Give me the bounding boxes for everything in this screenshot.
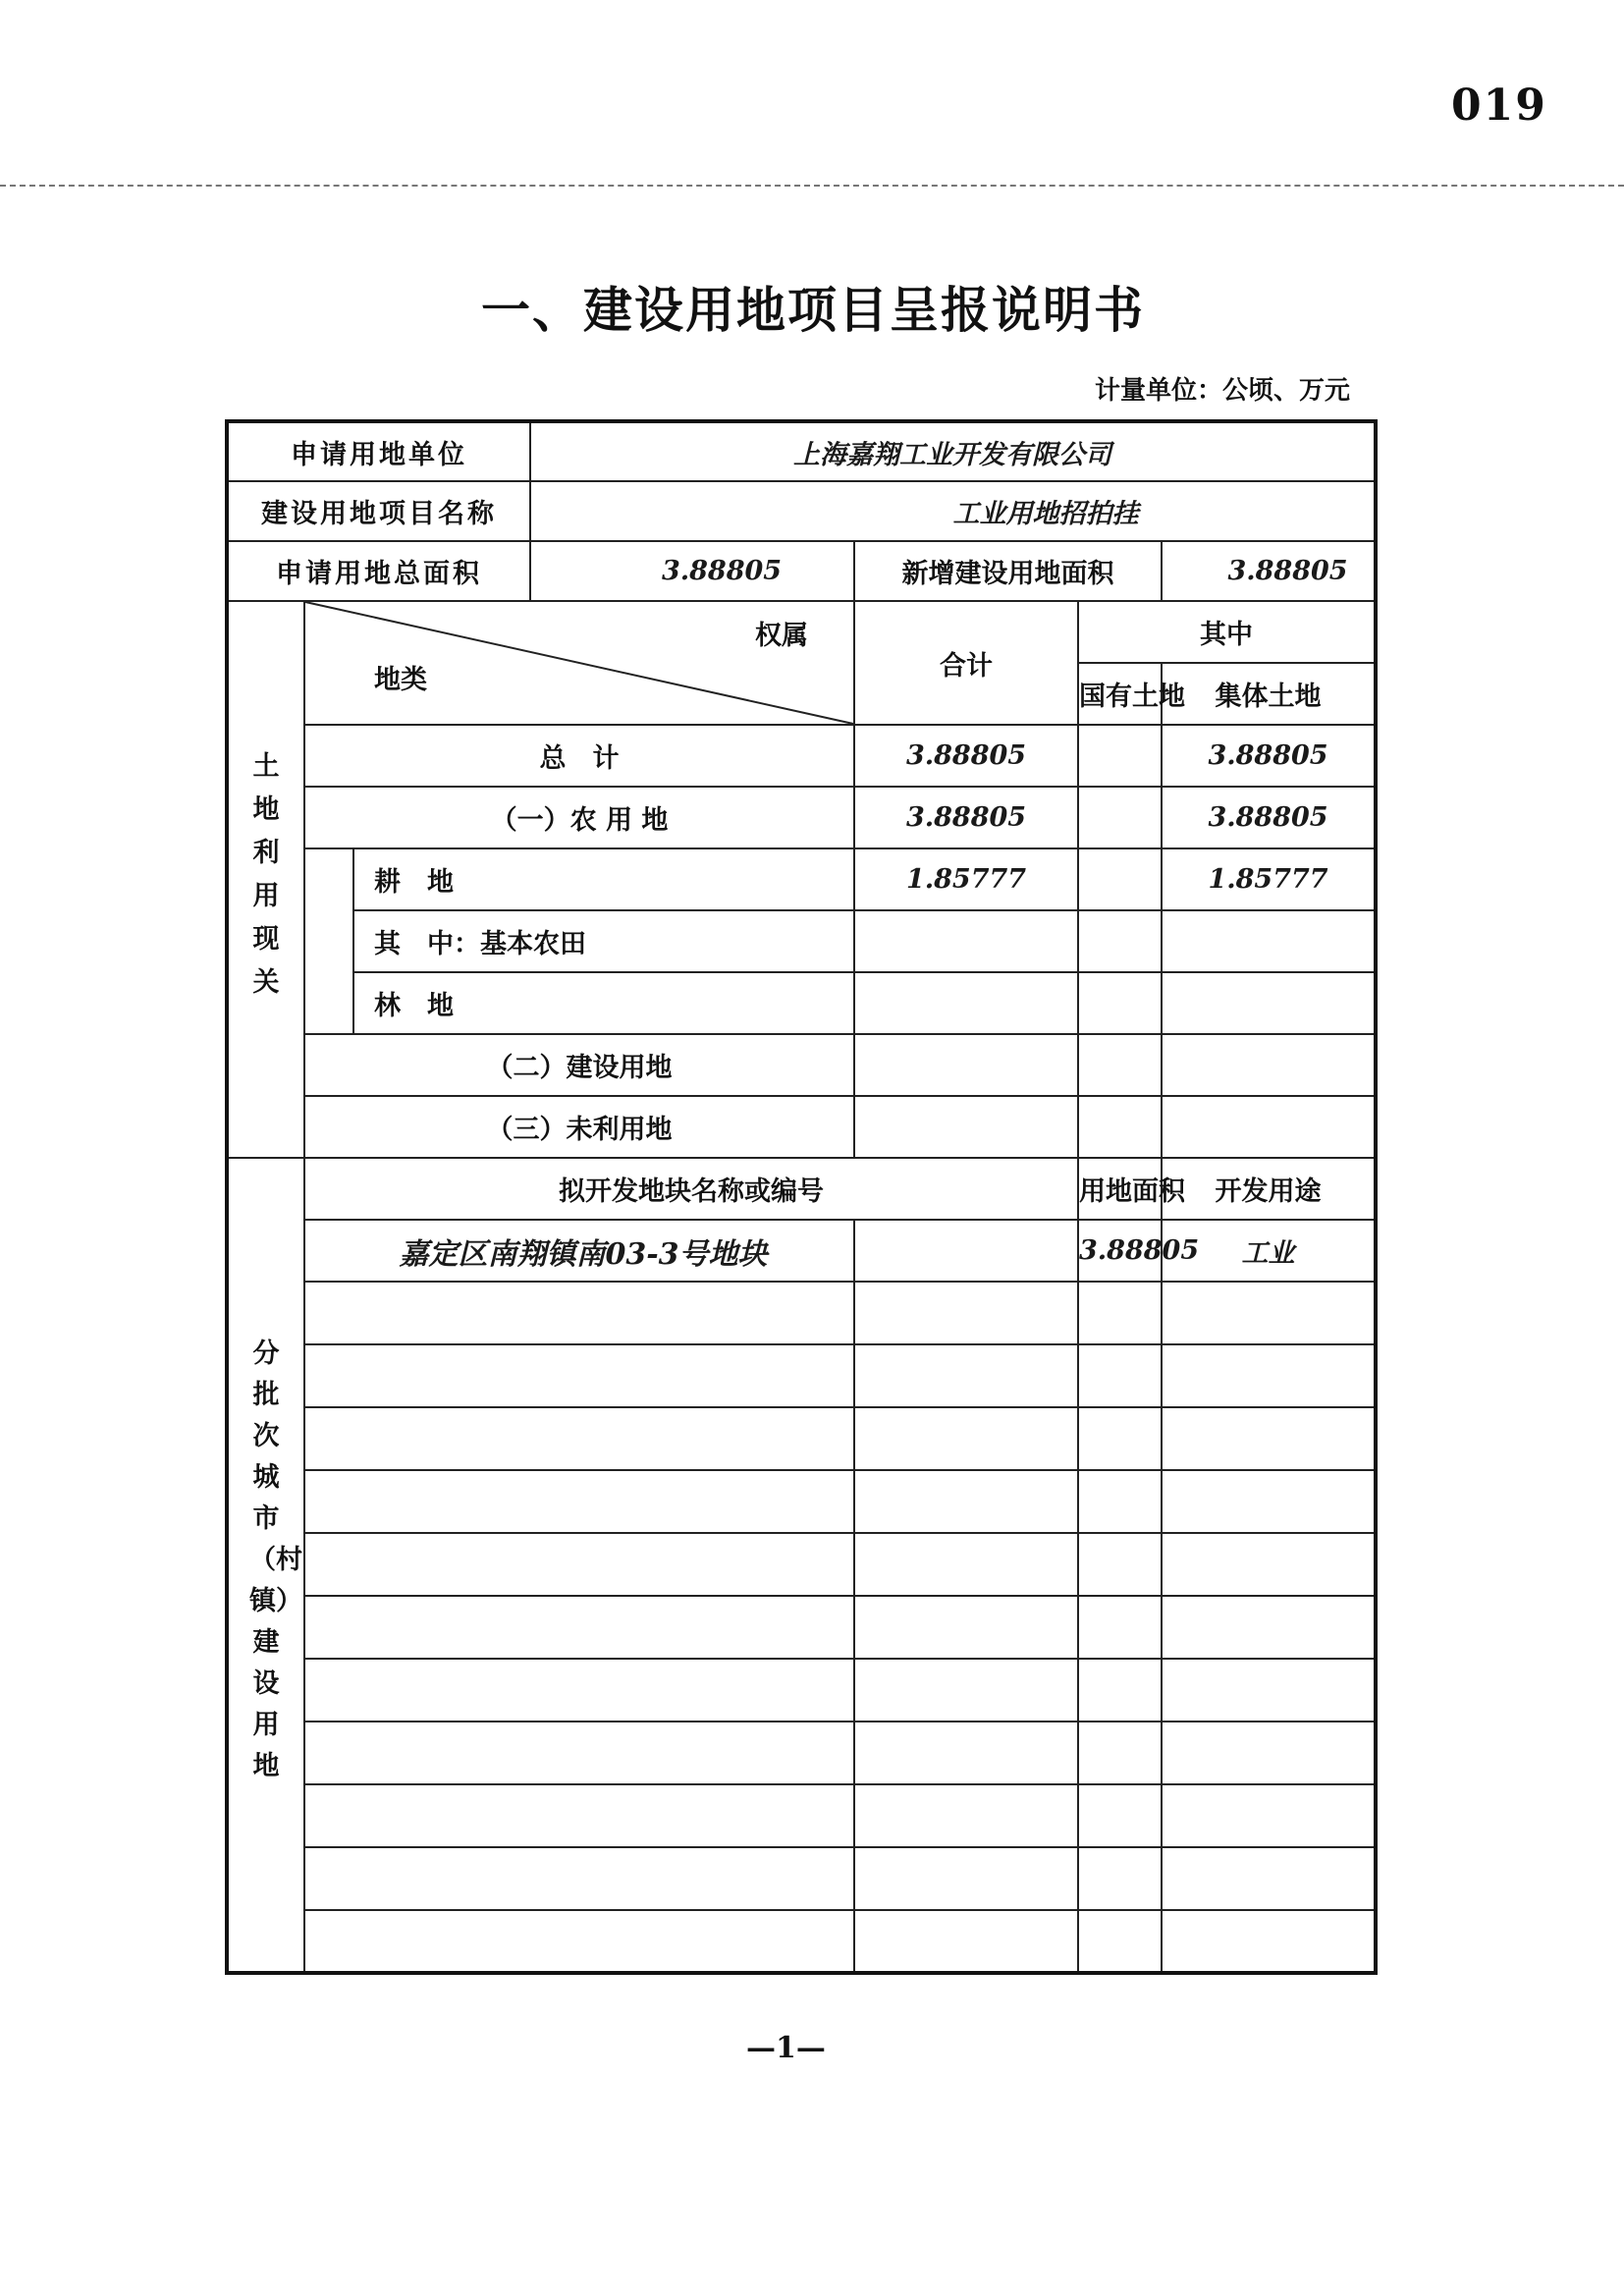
batch-area	[1078, 1596, 1162, 1659]
batch-name	[304, 1596, 854, 1659]
batch-spacer	[854, 1407, 1078, 1470]
batch-spacer	[854, 1659, 1078, 1722]
row-label: 林 地	[353, 972, 854, 1034]
batch-spacer	[854, 1910, 1078, 1973]
indent-cell	[304, 848, 353, 1034]
batch-spacer	[854, 1722, 1078, 1784]
batch-use	[1162, 1533, 1376, 1596]
row-collective	[1162, 972, 1376, 1034]
batch-name	[304, 1533, 854, 1596]
batch-use	[1162, 1847, 1376, 1910]
batch-row	[227, 1910, 1376, 1973]
batch-spacer	[854, 1533, 1078, 1596]
row-label: 其 中：基本农田	[353, 910, 854, 972]
row-state	[1078, 725, 1162, 787]
batch-header-row	[227, 1158, 1376, 1220]
batch-use	[1162, 1344, 1376, 1407]
batch-spacer	[854, 1470, 1078, 1533]
row-state	[1078, 787, 1162, 848]
batch-row	[227, 1659, 1376, 1722]
batch-spacer	[854, 1596, 1078, 1659]
batch-col-area-header: 用地面积	[1078, 1158, 1162, 1220]
project-name-label: 建设用地项目名称	[227, 481, 530, 541]
col-collective-header: 集体土地	[1162, 663, 1376, 725]
batch-name	[304, 1659, 854, 1722]
row-collective: 3.88805	[1162, 787, 1376, 848]
batch-use	[1162, 1722, 1376, 1784]
batch-use: 工业	[1162, 1220, 1376, 1282]
batch-spacer	[854, 1847, 1078, 1910]
row-label: （一）农 用 地	[304, 787, 854, 848]
row-label: 耕 地	[353, 848, 854, 910]
batch-area	[1078, 1344, 1162, 1407]
batch-spacer	[854, 1784, 1078, 1847]
total-area-value: 3.88805	[530, 541, 854, 601]
row-label: 总 计	[304, 725, 854, 787]
batch-spacer	[854, 1220, 1078, 1282]
col-of-which-header: 其中	[1078, 601, 1376, 663]
row-total	[854, 972, 1078, 1034]
batch-side-label: 分批次城市（村镇）建设用地	[227, 1158, 304, 1973]
batch-name	[304, 1344, 854, 1407]
batch-col-name-header: 拟开发地块名称或编号	[304, 1158, 1078, 1220]
batch-row	[227, 1847, 1376, 1910]
batch-row	[227, 1784, 1376, 1847]
batch-spacer	[854, 1282, 1078, 1344]
row-total: 3.88805	[854, 787, 1078, 848]
unit-note: 计量单位：公顷、万元	[1095, 376, 1351, 406]
land-use-side-label: 土地利用现关	[227, 601, 304, 1158]
batch-spacer	[854, 1344, 1078, 1407]
document-title: 一、建设用地项目呈报说明书	[481, 282, 1145, 339]
batch-area	[1078, 1784, 1162, 1847]
row-total	[854, 910, 1078, 972]
row-total	[854, 1096, 1078, 1158]
land-use-row	[227, 848, 1376, 910]
batch-use	[1162, 1282, 1376, 1344]
batch-row	[227, 1533, 1376, 1596]
project-name-value: 工业用地招拍挂	[530, 481, 1376, 541]
land-use-row	[227, 1096, 1376, 1158]
row-total: 3.88805	[854, 725, 1078, 787]
diagonal-bottom-label: 地类	[374, 665, 427, 695]
row-state	[1078, 848, 1162, 910]
diagonal-header-cell	[304, 601, 854, 725]
batch-name	[304, 1722, 854, 1784]
project-name-row	[227, 481, 1376, 541]
batch-area	[1078, 1533, 1162, 1596]
batch-use	[1162, 1407, 1376, 1470]
batch-use	[1162, 1784, 1376, 1847]
applicant-unit-value: 上海嘉翔工业开发有限公司	[530, 421, 1376, 481]
batch-row	[227, 1596, 1376, 1659]
row-collective: 3.88805	[1162, 725, 1376, 787]
batch-name	[304, 1847, 854, 1910]
land-use-row	[227, 787, 1376, 848]
top-dashed-rule	[0, 185, 1624, 187]
new-area-value: 3.88805	[1162, 541, 1376, 601]
land-use-row	[227, 972, 1376, 1034]
row-state	[1078, 1096, 1162, 1158]
batch-row	[227, 1470, 1376, 1533]
row-label: （三）未利用地	[304, 1096, 854, 1158]
row-state	[1078, 972, 1162, 1034]
batch-use	[1162, 1910, 1376, 1973]
col-total-header: 合计	[854, 601, 1078, 725]
row-total: 1.85777	[854, 848, 1078, 910]
batch-area	[1078, 1722, 1162, 1784]
batch-area	[1078, 1847, 1162, 1910]
row-state	[1078, 910, 1162, 972]
batch-use	[1162, 1659, 1376, 1722]
row-total	[854, 1034, 1078, 1096]
batch-area	[1078, 1407, 1162, 1470]
batch-row	[227, 1722, 1376, 1784]
batch-name: 嘉定区南翔镇南03-3号地块	[304, 1220, 854, 1282]
land-use-row	[227, 910, 1376, 972]
batch-area: 3.88805	[1078, 1220, 1162, 1282]
batch-area	[1078, 1659, 1162, 1722]
batch-name	[304, 1282, 854, 1344]
page-number: 019	[1451, 81, 1547, 131]
row-state	[1078, 1034, 1162, 1096]
area-row	[227, 541, 1376, 601]
report-form-table	[225, 419, 1378, 1975]
batch-area	[1078, 1282, 1162, 1344]
applicant-unit-row	[227, 421, 1376, 481]
batch-name	[304, 1784, 854, 1847]
batch-name	[304, 1910, 854, 1973]
new-area-label: 新增建设用地面积	[854, 541, 1162, 601]
row-collective	[1162, 910, 1376, 972]
batch-row	[227, 1407, 1376, 1470]
land-use-header-row-1	[227, 601, 1376, 663]
land-use-row	[227, 1034, 1376, 1096]
applicant-unit-label: 申请用地单位	[227, 421, 530, 481]
land-use-row	[227, 725, 1376, 787]
footer-page-number: —1—	[746, 2031, 826, 2065]
batch-area	[1078, 1910, 1162, 1973]
batch-row	[227, 1282, 1376, 1344]
row-collective	[1162, 1034, 1376, 1096]
batch-use	[1162, 1470, 1376, 1533]
batch-row	[227, 1220, 1376, 1282]
batch-col-use-header: 开发用途	[1162, 1158, 1376, 1220]
row-label: （二）建设用地	[304, 1034, 854, 1096]
col-state-header: 国有土地	[1078, 663, 1162, 725]
total-area-label: 申请用地总面积	[227, 541, 530, 601]
diagonal-top-label: 权属	[755, 621, 808, 651]
batch-name	[304, 1407, 854, 1470]
batch-area	[1078, 1470, 1162, 1533]
batch-use	[1162, 1596, 1376, 1659]
row-collective	[1162, 1096, 1376, 1158]
batch-name	[304, 1470, 854, 1533]
row-collective: 1.85777	[1162, 848, 1376, 910]
batch-row	[227, 1344, 1376, 1407]
